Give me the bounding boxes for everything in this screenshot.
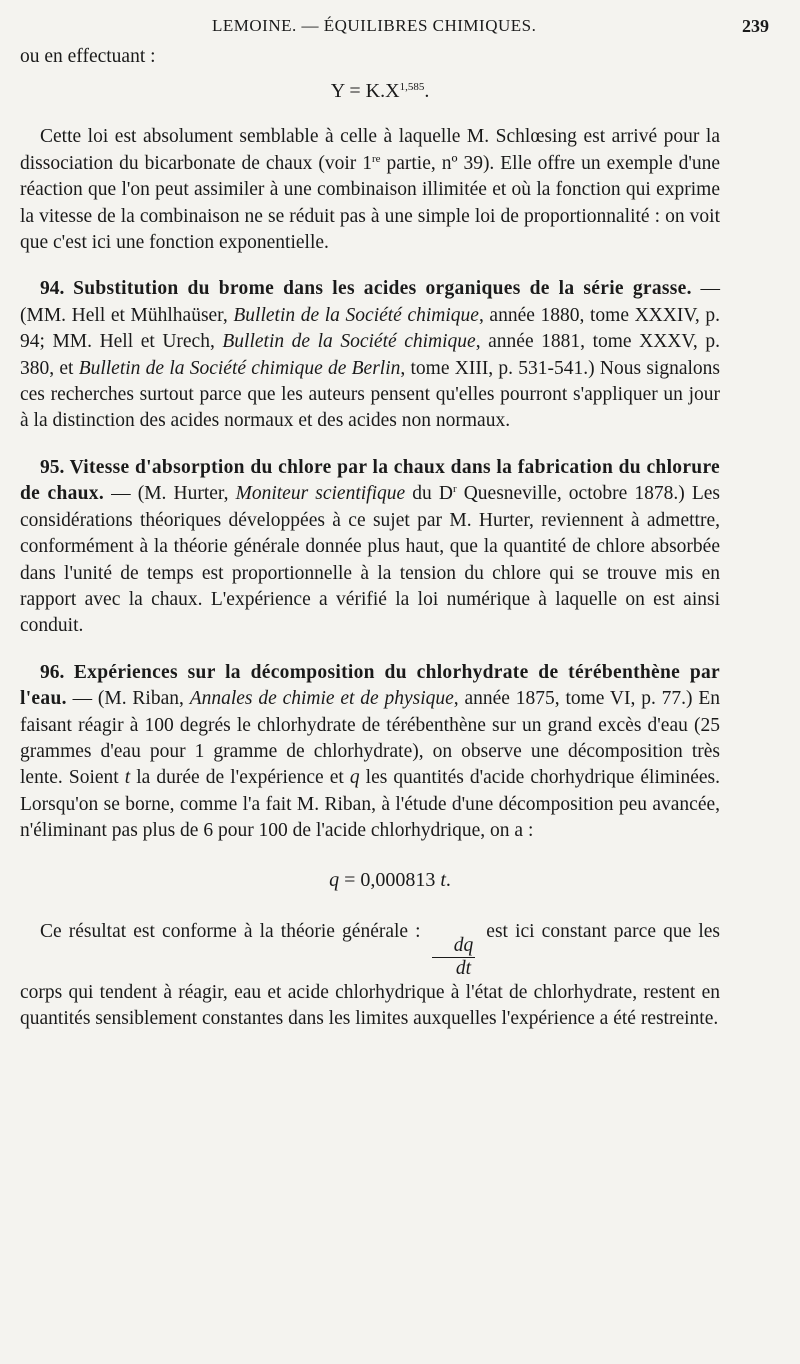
- equation-text: .: [445, 868, 451, 891]
- section-94: [20, 276, 720, 434]
- variable: t: [124, 767, 131, 789]
- fraction-numerator: dq: [432, 935, 476, 958]
- superscript: re: [371, 152, 381, 165]
- citation-title: Annales de chimie et de physique: [189, 688, 454, 710]
- section-title: Vitesse d'absorption du chlore par la chaux dans la fabrication du chlorure de chaux.: [20, 456, 721, 505]
- section-number: 96.: [40, 661, 65, 683]
- section-text: — (M. Riban,: [66, 688, 190, 710]
- formula-exponential: [40, 78, 720, 104]
- fraction-denominator: dt: [455, 957, 472, 979]
- page-header: [0, 14, 800, 44]
- equation-variable: t: [440, 868, 446, 891]
- section-text: du D: [405, 483, 453, 505]
- paragraph-text: Ce résultat est conforme à la théorie générale :: [40, 920, 428, 942]
- section-text: , année 1880, tome XXXIV, p. 94; MM. Hell et Urech,: [20, 304, 721, 353]
- page-number: 239: [742, 16, 769, 36]
- intro-line: ou en effectuant :: [20, 46, 156, 67]
- paragraph-schloesing: [20, 124, 720, 256]
- section-text: , tome XIII, p. 531-541.) Nous signalons ces recherches surtout parce que les auteurs pensent qu'elles pourront s'appliquer un jour à la distinction des acides normaux et des acides non normaux.: [20, 357, 720, 432]
- equation-variable: q: [329, 868, 340, 891]
- equation-linear: [60, 867, 720, 893]
- equation-text: = 0,000813: [339, 868, 441, 891]
- section-text: Quesneville, octobre 1878.) Les considérations théoriques développées à ce sujet par M. Hurter, reviennent à admettre, conformément à la théorie générale donnée plus haut, que la quantité de chlore absorbée dans l'unité de temps est proportionnelle à la tension du chlore qui se trouve mis en rapport avec la chaux. L'expérience a vérifié la loi numérique à laquelle on est ainsi conduit.: [20, 483, 720, 637]
- citation-title: Moniteur scientifique: [235, 483, 406, 505]
- section-title: Expériences sur la décomposition du chlorhydrate de térébenthène par l'eau.: [20, 661, 721, 710]
- section-text: — (M. Hurter,: [104, 483, 236, 505]
- section-number: 95.: [40, 456, 65, 478]
- paragraph-conclusion: [20, 919, 720, 1033]
- running-head: LEMOINE. — ÉQUILIBRES CHIMIQUES.: [212, 16, 537, 35]
- paragraph-text: partie, nº 39). Elle offre un exemple d'une réaction que l'on peut assimiler à une combinaison illimitée et où la fonction qui exprime la vitesse de la combinaison ne se réduit pas à une simple loi de proportionnalité : on voit que c'est ici une fonction exponentielle.: [20, 152, 720, 254]
- page-body: [20, 44, 720, 1032]
- section-number: 94.: [40, 278, 65, 300]
- citation-title: Bulletin de la Société chimique de Berlin: [78, 357, 401, 379]
- section-text: — (MM. Hell et Mühlhaüser,: [20, 278, 721, 326]
- formula-exponent: 1,585: [399, 81, 425, 94]
- superscript: r: [452, 483, 457, 496]
- formula-lhs: Υ = K.X: [330, 80, 400, 103]
- formula-end: .: [424, 80, 430, 103]
- section-text: , année 1875, tome VI, p. 77.) En faisant réagir à 100 degrés le chlorhydrate de térébenthène sur un grand excès d'eau (25 grammes d'eau pour 1 gramme de chlorhydrate), on observe une décomposition très lente. Soient: [20, 688, 720, 789]
- section-text: les quantités d'acide chorhydrique éliminées. Lorsqu'on se borne, comme l'a fait M. Riban, à l'étude d'une décomposition peu avancée, n'éliminant pas plus de 6 pour 100 de l'acide chlorhydrique, on a :: [20, 767, 721, 842]
- variable: q: [349, 767, 360, 789]
- section-95: [20, 455, 720, 640]
- paragraph-text: Cette loi est absolument semblable à celle à laquelle M. Schlœsing est arrivé pour la dissociation du bicarbonate de chaux (voir 1: [20, 126, 720, 174]
- section-text: la durée de l'expérience et: [130, 767, 350, 789]
- paragraph-text: est ici constant parce que les corps qui tendent à réagir, eau et acide chlorhydrique à l'état de chlorhydrate, restent en quantités sensiblement constantes dans les limites auxquelles l'expérience a été restreinte.: [20, 920, 720, 1029]
- citation-title: Bulletin de la Société chimique: [233, 304, 479, 326]
- citation-title: Bulletin de la Société chimique: [222, 331, 476, 353]
- section-title: Substitution du brome dans les acides organiques de la série grasse.: [73, 278, 692, 300]
- section-96: [20, 660, 720, 845]
- section-text: , année 1881, tome XXXV, p. 380, et: [20, 331, 720, 379]
- fraction-dq-dt: [432, 935, 476, 980]
